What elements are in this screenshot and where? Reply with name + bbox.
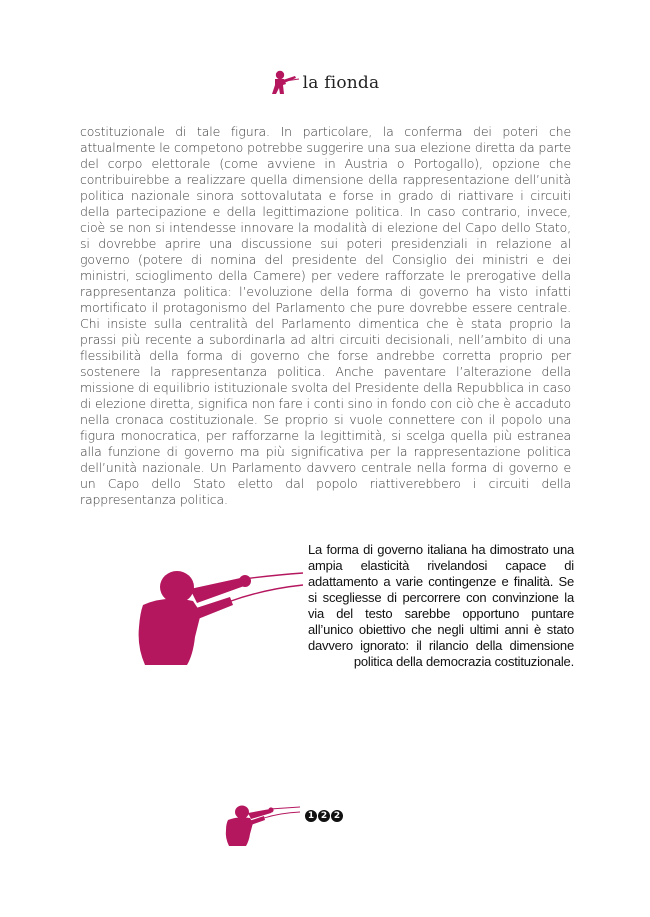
logo — [271, 70, 380, 96]
slingshot-figure-icon — [224, 804, 302, 846]
logo-text: la fionda — [302, 73, 380, 93]
page-number — [305, 810, 343, 822]
page-number-digit: 2 — [331, 810, 343, 822]
article-body: costituzionale di tale figura. In particolare, la conferma dei poteri che attualmente le competono potrebbe suggerire una sua elezione diretta da parte del corpo elettorale (come avviene in Austria o Portogallo), opzione che contribuirebbe a realizzare quella dimensione della rappresentazione dell’unità politica nazionale sinora sottovalutata e forse in grado di riattivare i circuiti della partecipazione e della legittimazione politica. In caso contrario, invece, cioè se non si intendesse innovare la modalità di elezione del Capo dello Stato, si dovrebbe aprire una discussione sui poteri presidenziali in relazione al governo (potere di nomina del presidente del Consiglio dei ministri e dei ministri, scioglimento della Camere) per vedere rafforzate le prerogative della rappresentanza politica: l’evoluzione della forma di governo ha visto infatti mortificato il protagonismo del Parlamento che pure dovrebbe essere centrale. Chi insiste sulla centralità del Parlamento dimentica che è stata proprio la prassi più recente a subordinarla ad altri circuiti decisionali, nell’ambito di una flessibilità della forma di governo che forse andrebbe corretta proprio per sostenere la rappresentanza politica. Anche paventare l’alterazione della missione di equilibrio istituzionale svolta del Presidente della Repubblica in caso di elezione diretta, significa non fare i conti sino in fondo con ciò che è accaduto nella cronaca costituzionale. Se proprio si vuole connettere con il popolo una figura monocratica, per rafforzarne la legittimità, si scelga quella più estranea alla funzione di governo ma più significativa per la rappresentazione politica dell’unità nazionale. Un Parlamento davvero centrale nella forma di governo e un Capo dello Stato eletto dal popolo riattiverebbero i circuiti della rappresentanza politica. — [80, 124, 571, 507]
page-number-digit: 2 — [318, 810, 330, 822]
slingshot-figure-icon — [135, 567, 305, 667]
page-number-digit: 1 — [305, 810, 317, 822]
slingshot-figure-icon — [271, 70, 301, 96]
pull-quote: La forma di governo italiana ha dimostrato una ampia elasticità rivelandosi capace di adattamento a varie contingenze e finalità. Se si scegliesse di percorrere con convinzione la via del testo sarebbe opportuno puntare all’unico obiettivo che negli ultimi anni è stato davvero ignorato: il rilancio della dimensione politica della democrazia costituzionale. — [308, 542, 574, 669]
page-header — [0, 70, 650, 100]
